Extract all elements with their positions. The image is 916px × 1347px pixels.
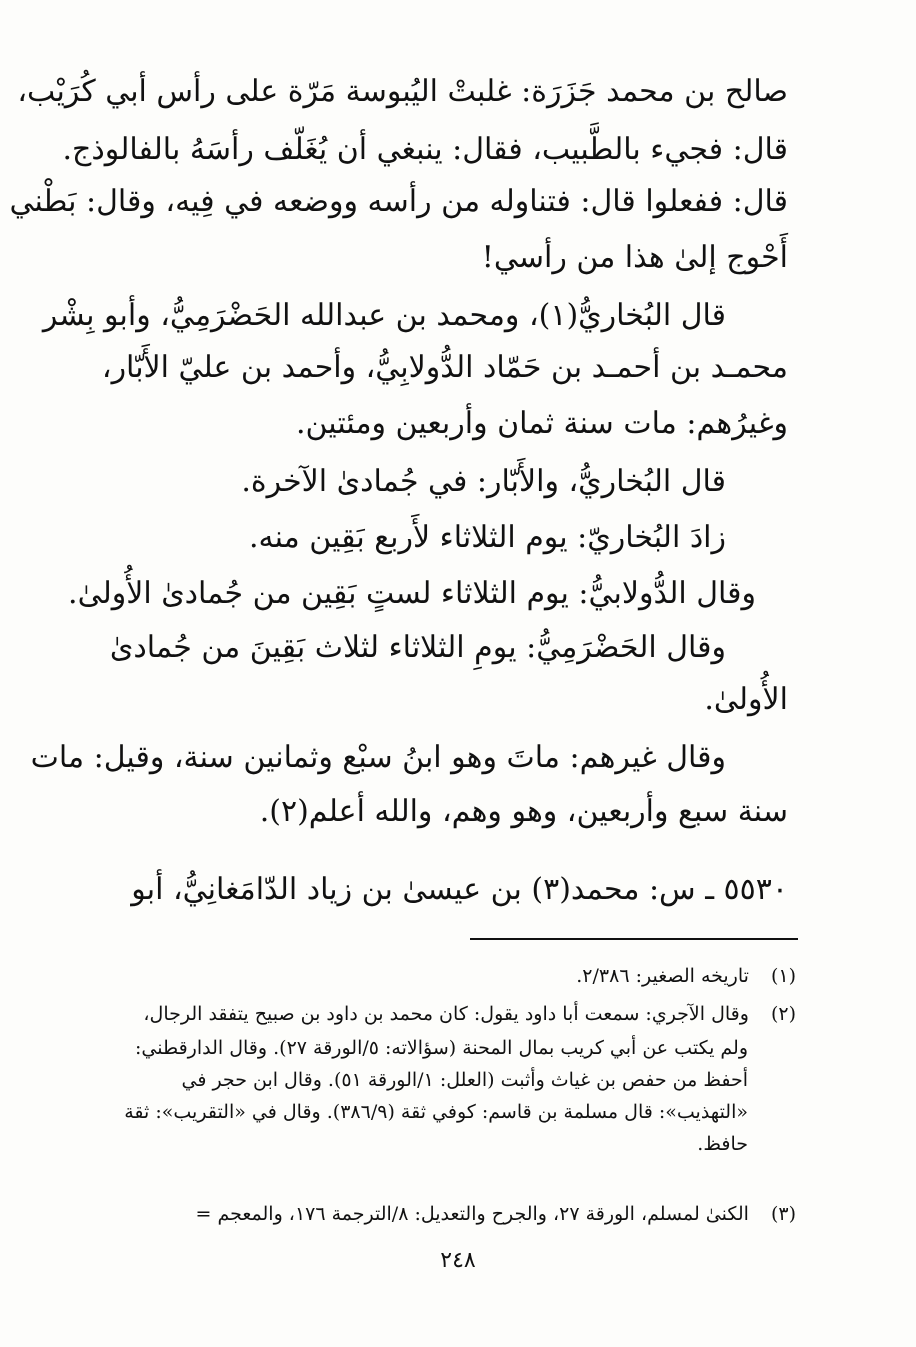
text-line: صالح بن محمد جَزَرَة: غلبتْ اليُبوسة مَرّة على رأس أبي كُرَيْب، [17,74,788,109]
text-line: وقال غيرهم: ماتَ وهو ابنُ سبْع وثمانين سنة، وقيل: مات [30,740,726,775]
text-line: محمـد بن أحمـد بن حَمّاد الدُّولابِيُّ، وأحمد بن عليّ الأَبّار، [101,350,788,385]
footnote-1 [576,962,796,990]
footnote-number: (١) [770,965,796,987]
text-line: أَحْوج إلىٰ هذا من رأسي! [481,240,788,275]
footnote-2-line: أحفظ من حفص بن غياث وأثبت (العلل: ١/الورقة ٥١). وقال ابن حجر في [181,1069,748,1091]
text-line: قال البُخاريُّ(١)، ومحمد بن عبدالله الحَضْرَمِيُّ، وأبو بِشْر [42,298,726,333]
text-line: الأُولىٰ. [704,682,788,717]
footnote-number: (٢) [770,1003,796,1025]
footnote-2 [143,1000,796,1028]
footnote-2-line: حافظ. [697,1133,748,1155]
text-line: وقال الدُّولابيُّ: يوم الثلاثاء لستٍ بَقِين من جُمادىٰ الأُولىٰ. [68,576,756,611]
footnote-2-line: «التهذيب»: قال مسلمة بن قاسم: كوفي ثقة (٣٨٦/٩). وقال في «التقريب»: ثقة [124,1101,748,1123]
footnote-text: الكنىٰ لمسلم، الورقة ٢٧، والجرح والتعديل: ٨/الترجمة ١٧٦، والمعجم = [195,1203,749,1225]
text-line: قال البُخاريُّ، والأَبّار: في جُمادىٰ الآخرة. [241,464,726,499]
footnote-text: تاريخه الصغير: ٢/٣٨٦. [576,965,749,987]
entry-heading: ٥٥٣٠ ـ س: محمد(٣) بن عيسىٰ بن زياد الدّامَغانِيُّ، أبو [131,872,788,907]
text-line: زادَ البُخاريّ: يوم الثلاثاء لأَربع بَقِين منه. [248,520,726,555]
text-line: سنة سبع وأربعين، وهو وهم، والله أعلم(٢). [259,794,788,829]
text-line: وقال الحَضْرَمِيُّ: يومِ الثلاثاء لثلاث بَقِينَ من جُمادىٰ [109,630,726,665]
footnote-separator [470,938,798,940]
footnote-3 [196,1200,797,1228]
page-number: ٢٤٨ [440,1248,476,1273]
text-line: قال: فجيء بالطَّبيب، فقال: ينبغي أن يُغَلّف رأسَهُ بالفالوذج. [62,132,788,167]
footnote-2-line: ولم يكتب عن أبي كريب بمال المحنة (سؤالاته: ٥/الورقة ٢٧). وقال الدارقطني: [135,1037,748,1059]
text-line: وغيرُهم: مات سنة ثمان وأربعين ومئتين. [295,406,788,441]
text-line: قال: ففعلوا قال: فتناوله من رأسه ووضعه في فِيه، وقال: بَطْني [9,184,788,219]
footnote-text: وقال الآجري: سمعت أبا داود يقول: كان محمد بن داود بن صبيح يتفقد الرجال، [143,1003,749,1025]
footnote-number: (٣) [770,1203,796,1225]
